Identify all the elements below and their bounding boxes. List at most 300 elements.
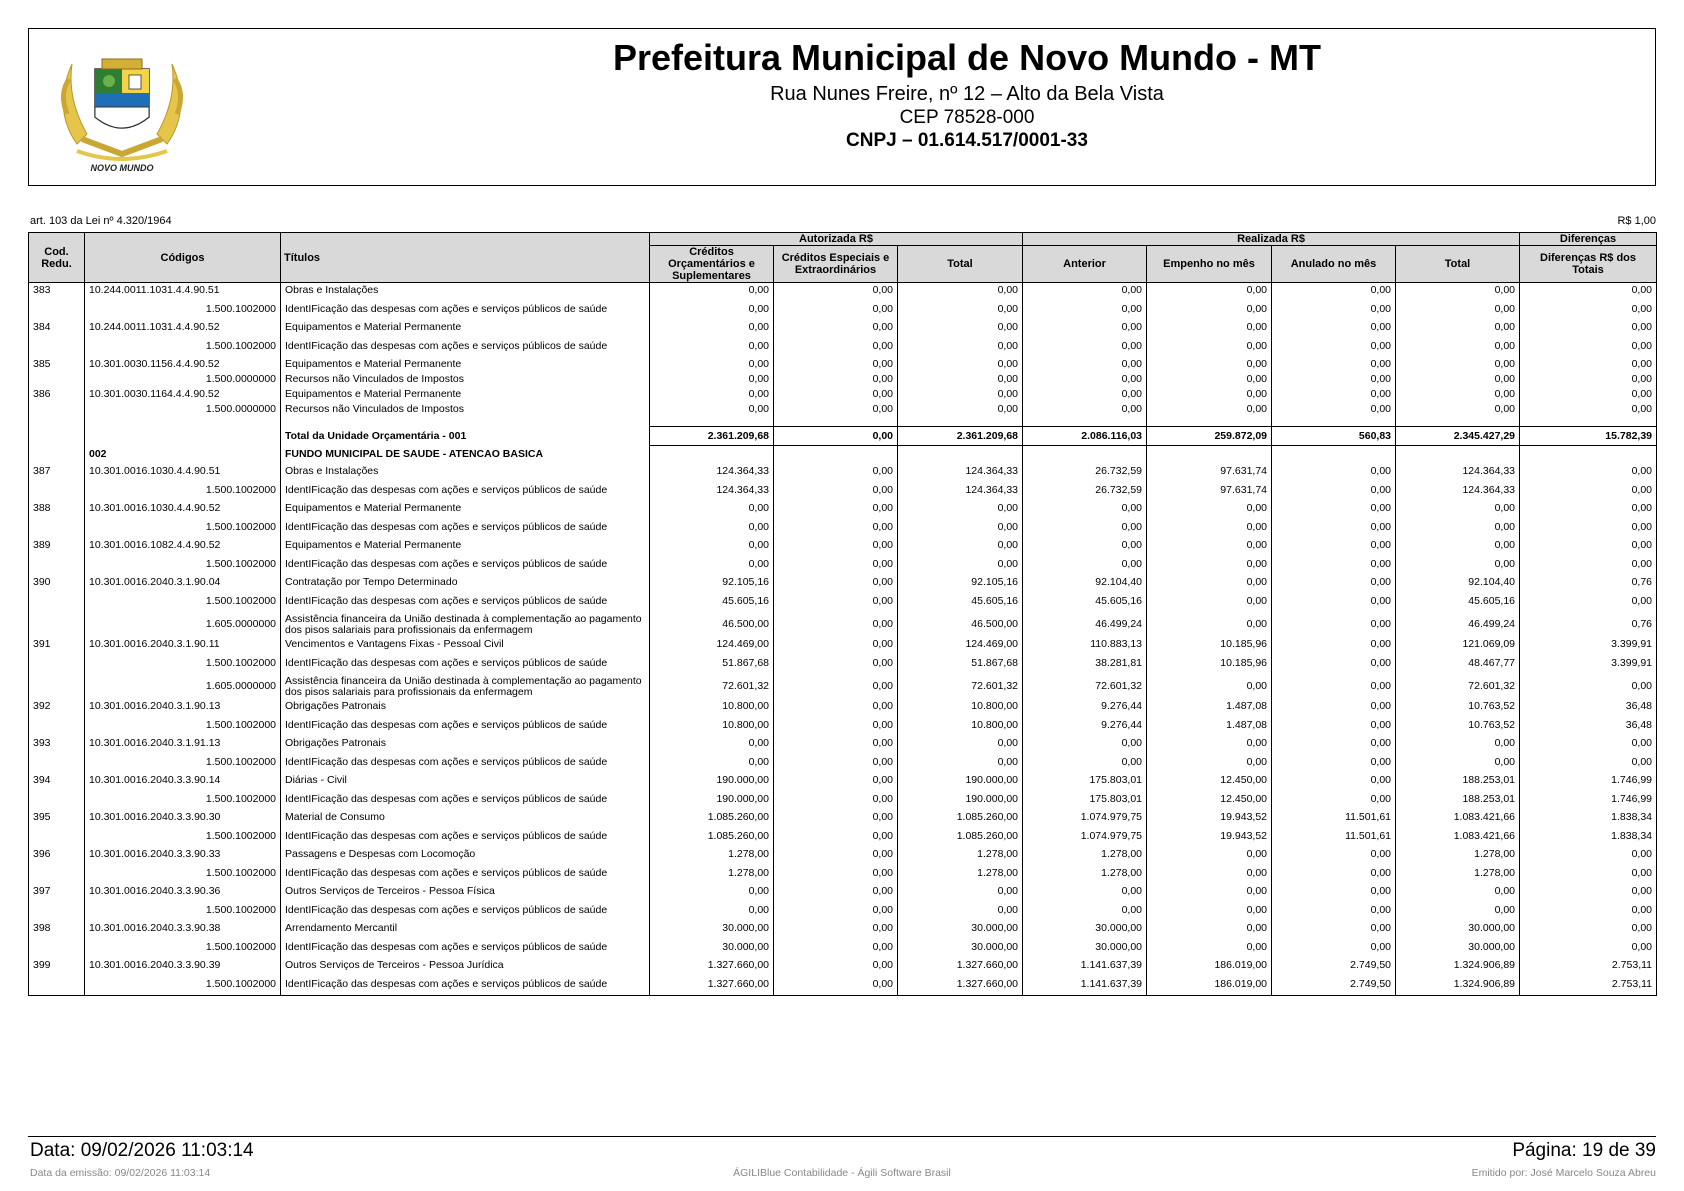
table-row [29, 958, 1657, 973]
cell-value: 0,00 [1147, 674, 1272, 699]
cell-value: 0,00 [1023, 538, 1147, 553]
cell-value: 0,00 [898, 298, 1023, 320]
cell-value: 0,00 [1147, 335, 1272, 357]
cell-value: 190.000,00 [898, 773, 1023, 788]
cell-value: 0,00 [774, 958, 898, 973]
cell-value: 0,00 [774, 899, 898, 921]
cell-value: 1.324.906,89 [1396, 958, 1520, 973]
cell-code: 1.605.0000000 [85, 612, 281, 637]
cell-cod: 388 [29, 501, 85, 516]
cell-value: 2.749,50 [1272, 958, 1396, 973]
cell-value: 0,00 [1147, 736, 1272, 751]
cell-value: 0,00 [898, 372, 1023, 387]
cell-value: 0,00 [650, 501, 774, 516]
table-row [29, 516, 1657, 538]
cell-value: 0,00 [1396, 538, 1520, 553]
cell-code: 1.500.1002000 [85, 788, 281, 810]
col-cod: Cod. Redu. [29, 233, 85, 283]
cell-value: 30.000,00 [1396, 921, 1520, 936]
cell-title: Material de Consumo [281, 810, 650, 825]
cell-value: 2.345.427,29 [1396, 427, 1520, 446]
cell-value: 0,00 [650, 751, 774, 773]
cell-value: 2.749,50 [1272, 973, 1396, 996]
cell-title: Obras e Instalações [281, 464, 650, 479]
table-row [29, 773, 1657, 788]
cell-value: 124.364,33 [650, 479, 774, 501]
cell-code: 1.500.1002000 [85, 751, 281, 773]
cell-value: 72.601,32 [650, 674, 774, 699]
table-row [29, 612, 1657, 637]
cell-title: Equipamentos e Material Permanente [281, 501, 650, 516]
cell-value: 0,00 [1272, 699, 1396, 714]
cell-value: 1.278,00 [898, 862, 1023, 884]
cell-title: Outros Serviços de Terceiros - Pessoa Jurídica [281, 958, 650, 973]
cell-value: 1.278,00 [1023, 847, 1147, 862]
cell-title: IdentIFicação das despesas com ações e serviços públicos de saúde [281, 751, 650, 773]
cell-value: 1.141.637,39 [1023, 958, 1147, 973]
cell-cod: 399 [29, 958, 85, 973]
cell-cod [29, 674, 85, 699]
cell-value: 1.278,00 [898, 847, 1023, 862]
cell-value: 0,00 [774, 699, 898, 714]
cell-value: 124.469,00 [898, 637, 1023, 652]
issued-by: Emitido por: José Marcelo Souza Abreu [1471, 1167, 1656, 1179]
header-cnpj: CNPJ – 01.614.517/0001-33 [846, 130, 1088, 151]
cell-value: 48.467,77 [1396, 652, 1520, 674]
cell-code: 10.301.0016.1030.4.4.90.51 [85, 464, 281, 479]
cell-code: 1.500.1002000 [85, 335, 281, 357]
cell-code: 1.500.1002000 [85, 298, 281, 320]
cell-cod: 385 [29, 357, 85, 372]
group-autorizada: Autorizada R$ [650, 233, 1023, 246]
col-total-aut: Total [898, 246, 1023, 283]
cell-value: 0,00 [1520, 553, 1657, 575]
cell-value: 0,00 [1396, 298, 1520, 320]
header-address: Rua Nunes Freire, nº 12 – Alto da Bela Vista [770, 83, 1164, 105]
cell-value: 0,00 [650, 387, 774, 402]
cell-code: 10.301.0016.2040.3.1.90.13 [85, 699, 281, 714]
cell-title: Equipamentos e Material Permanente [281, 387, 650, 402]
cell-value: 1.278,00 [1396, 847, 1520, 862]
cell-value: 0,00 [1023, 899, 1147, 921]
cell-code: 10.301.0016.2040.3.3.90.38 [85, 921, 281, 936]
emission-date: Data da emissão: 09/02/2026 11:03:14 [30, 1167, 211, 1179]
cell-value: 0,00 [1147, 862, 1272, 884]
cell-value: 0,00 [1147, 516, 1272, 538]
header-cep: CEP 78528-000 [899, 107, 1035, 128]
cell-value [650, 446, 774, 465]
cell-value: 175.803,01 [1023, 773, 1147, 788]
cell-value: 0,00 [774, 921, 898, 936]
cell-value: 0,00 [774, 501, 898, 516]
cell-value: 1.327.660,00 [898, 958, 1023, 973]
cell-value: 10.185,96 [1147, 652, 1272, 674]
cell-value: 0,00 [1520, 402, 1657, 417]
table-row [29, 387, 1657, 402]
cell-value: 0,00 [1396, 899, 1520, 921]
table-row [29, 575, 1657, 590]
currency-unit: R$ 1,00 [1617, 215, 1656, 227]
col-codigos: Códigos [85, 233, 281, 283]
cell-value: 188.253,01 [1396, 788, 1520, 810]
cell-code: 1.500.1002000 [85, 553, 281, 575]
cell-code: 10.301.0016.1082.4.4.90.52 [85, 538, 281, 553]
cell-title: Passagens e Despesas com Locomoção [281, 847, 650, 862]
cell-value: 38.281,81 [1023, 652, 1147, 674]
cell-value: 46.499,24 [1396, 612, 1520, 637]
cell-title: IdentIFicação das despesas com ações e serviços públicos de saúde [281, 516, 650, 538]
cell-value: 0,00 [774, 674, 898, 699]
cell-value: 0,00 [1272, 538, 1396, 553]
cell-value: 0,00 [774, 825, 898, 847]
cell-title: FUNDO MUNICIPAL DE SAUDE - ATENCAO BASICA [281, 446, 650, 465]
cell-title: IdentIFicação das despesas com ações e serviços públicos de saúde [281, 479, 650, 501]
cell-value: 0,00 [650, 335, 774, 357]
table-row [29, 590, 1657, 612]
cell-title: IdentIFicação das despesas com ações e serviços públicos de saúde [281, 936, 650, 958]
cell-code: 10.301.0016.2040.3.3.90.36 [85, 884, 281, 899]
cell-value: 0,00 [1023, 402, 1147, 417]
cell-value: 0,00 [1023, 516, 1147, 538]
cell-value: 0,00 [898, 751, 1023, 773]
cell-value: 92.105,16 [898, 575, 1023, 590]
cell-cod: 389 [29, 538, 85, 553]
table-row [29, 862, 1657, 884]
table-row [29, 674, 1657, 699]
cell-value: 30.000,00 [1023, 936, 1147, 958]
table-row [29, 825, 1657, 847]
cell-title: IdentIFicação das despesas com ações e serviços públicos de saúde [281, 335, 650, 357]
cell-value: 11.501,61 [1272, 825, 1396, 847]
group-realizada: Realizada R$ [1023, 233, 1520, 246]
cell-value: 3.399,91 [1520, 652, 1657, 674]
cell-cod: 396 [29, 847, 85, 862]
cell-value: 0,00 [1272, 372, 1396, 387]
cell-value: 30.000,00 [898, 936, 1023, 958]
cell-value: 0,00 [1520, 736, 1657, 751]
cell-value: 1.327.660,00 [650, 973, 774, 996]
cell-value: 0,00 [1147, 372, 1272, 387]
table-row [29, 884, 1657, 899]
cell-value: 0,00 [1272, 921, 1396, 936]
cell-value: 0,00 [1023, 298, 1147, 320]
cell-value: 1.074.979,75 [1023, 825, 1147, 847]
cell-value: 188.253,01 [1396, 773, 1520, 788]
cell-value: 0,00 [1520, 464, 1657, 479]
cell-value: 0,00 [1147, 501, 1272, 516]
cell-value: 190.000,00 [650, 788, 774, 810]
cell-value: 0,00 [1272, 884, 1396, 899]
cell-value [898, 446, 1023, 465]
cell-cod: 392 [29, 699, 85, 714]
cell-value: 0,00 [1023, 372, 1147, 387]
cell-cod: 391 [29, 637, 85, 652]
cell-value: 0,00 [1272, 387, 1396, 402]
cell-value: 0,00 [1272, 501, 1396, 516]
table-row [29, 714, 1657, 736]
cell-value: 30.000,00 [650, 936, 774, 958]
cell-value: 186.019,00 [1147, 958, 1272, 973]
cell-cod: 383 [29, 283, 85, 299]
cell-code: 10.301.0016.2040.3.1.90.04 [85, 575, 281, 590]
cell-value: 0,00 [1396, 736, 1520, 751]
cell-value: 0,00 [774, 590, 898, 612]
cell-value [774, 446, 898, 465]
cell-value: 26.732,59 [1023, 479, 1147, 501]
cell-value: 1.083.421,66 [1396, 825, 1520, 847]
cell-value: 0,00 [1272, 479, 1396, 501]
cell-value: 0,00 [1272, 320, 1396, 335]
cell-value: 0,00 [650, 538, 774, 553]
cell-title: IdentIFicação das despesas com ações e serviços públicos de saúde [281, 714, 650, 736]
cell-value: 0,00 [1147, 538, 1272, 553]
cell-title: Recursos não Vinculados de Impostos [281, 402, 650, 417]
cell-value: 0,00 [650, 283, 774, 299]
cell-value: 0,00 [1520, 884, 1657, 899]
cell-title: Equipamentos e Material Permanente [281, 320, 650, 335]
cell-value: 0,00 [774, 862, 898, 884]
cell-value: 1.487,08 [1147, 699, 1272, 714]
cell-value: 0,00 [774, 320, 898, 335]
cell-value: 175.803,01 [1023, 788, 1147, 810]
cell-title: Assistência financeira da União destinada à complementação ao pagamento dos pisos salariais para profissionais da enfermagem [281, 674, 650, 699]
cell-value: 1.085.260,00 [898, 825, 1023, 847]
cell-value: 110.883,13 [1023, 637, 1147, 652]
cell-value: 121.069,09 [1396, 637, 1520, 652]
cell-value: 0,00 [898, 357, 1023, 372]
cell-value: 124.364,33 [1396, 479, 1520, 501]
cell-code: 10.301.0016.2040.3.3.90.39 [85, 958, 281, 973]
table-body [29, 283, 1657, 996]
cell-value: 0,00 [1396, 387, 1520, 402]
cell-value: 30.000,00 [650, 921, 774, 936]
cell-value: 0,00 [1272, 553, 1396, 575]
cell-cod [29, 973, 85, 996]
cell-value: 45.605,16 [1023, 590, 1147, 612]
cell-value: 0,00 [1147, 921, 1272, 936]
cell-value: 0,00 [1147, 387, 1272, 402]
cell-value: 0,00 [1147, 612, 1272, 637]
cell-value: 0,00 [1272, 575, 1396, 590]
cell-value: 0,00 [1396, 372, 1520, 387]
spacer-row [29, 417, 1657, 427]
cell-cod [29, 936, 85, 958]
cell-code: 10.301.0016.2040.3.1.90.11 [85, 637, 281, 652]
cell-cod [29, 825, 85, 847]
cell-value: 0,00 [774, 402, 898, 417]
cell-value: 1.746,99 [1520, 788, 1657, 810]
cell-value: 0,00 [1023, 751, 1147, 773]
cell-value: 1.487,08 [1147, 714, 1272, 736]
cell-code: 10.301.0016.2040.3.3.90.33 [85, 847, 281, 862]
cell-cod [29, 553, 85, 575]
col-anulado: Anulado no mês [1272, 246, 1396, 283]
cell-value: 0,00 [1520, 751, 1657, 773]
cell-value: 36,48 [1520, 699, 1657, 714]
table-row [29, 372, 1657, 387]
cell-value: 0,00 [1396, 553, 1520, 575]
cell-value: 0,00 [1520, 590, 1657, 612]
cell-value: 10.800,00 [898, 699, 1023, 714]
cell-cod: 394 [29, 773, 85, 788]
cell-value: 15.782,39 [1520, 427, 1657, 446]
cell-code: 10.301.0016.1030.4.4.90.52 [85, 501, 281, 516]
cell-title: IdentIFicação das despesas com ações e serviços públicos de saúde [281, 825, 650, 847]
cell-title: Obras e Instalações [281, 283, 650, 299]
footer-divider [28, 1136, 1656, 1137]
cell-value: 0,00 [650, 553, 774, 575]
table-row [29, 464, 1657, 479]
cell-value: 3.399,91 [1520, 637, 1657, 652]
cell-value: 0,00 [1272, 714, 1396, 736]
cell-value: 0,00 [1023, 884, 1147, 899]
cell-value: 124.469,00 [650, 637, 774, 652]
cell-title: IdentIFicação das despesas com ações e serviços públicos de saúde [281, 899, 650, 921]
cell-value: 0,00 [774, 516, 898, 538]
cell-value: 1.278,00 [650, 847, 774, 862]
cell-value: 0,00 [1520, 674, 1657, 699]
cell-value: 10.800,00 [650, 699, 774, 714]
cell-value: 0,00 [1396, 501, 1520, 516]
cell-value: 0,00 [1396, 320, 1520, 335]
cell-value: 124.364,33 [1396, 464, 1520, 479]
cell-cod [29, 335, 85, 357]
cell-value: 0,00 [898, 387, 1023, 402]
cell-value: 0,00 [1272, 674, 1396, 699]
cell-cod [29, 751, 85, 773]
cell-value: 0,00 [1147, 899, 1272, 921]
cell-value: 0,00 [1396, 751, 1520, 773]
cell-value: 0,00 [1272, 773, 1396, 788]
cell-value: 10.763,52 [1396, 714, 1520, 736]
cell-cod: 393 [29, 736, 85, 751]
cell-value: 45.605,16 [650, 590, 774, 612]
cell-value: 0,00 [1520, 847, 1657, 862]
cell-value: 0,00 [1520, 298, 1657, 320]
cell-value: 0,00 [1396, 884, 1520, 899]
cell-value: 0,00 [1272, 298, 1396, 320]
cell-value: 0,00 [898, 538, 1023, 553]
budget-table [28, 232, 1657, 996]
cell-value: 0,00 [1023, 320, 1147, 335]
cell-value: 560,83 [1272, 427, 1396, 446]
cell-code: 1.500.1002000 [85, 590, 281, 612]
cell-value: 0,00 [774, 810, 898, 825]
cell-value: 1.327.660,00 [898, 973, 1023, 996]
table-row [29, 899, 1657, 921]
cell-value: 0,00 [1520, 501, 1657, 516]
cell-value: 11.501,61 [1272, 810, 1396, 825]
cell-value: 0,00 [774, 479, 898, 501]
table-row [29, 298, 1657, 320]
cell-value: 46.499,24 [1023, 612, 1147, 637]
cell-value: 0,00 [774, 372, 898, 387]
cell-value: 10.800,00 [650, 714, 774, 736]
cell-cod [29, 899, 85, 921]
cell-value: 92.104,40 [1396, 575, 1520, 590]
cell-value: 0,00 [1520, 538, 1657, 553]
cell-code: 10.244.0011.1031.4.4.90.52 [85, 320, 281, 335]
cell-value: 0,00 [1520, 862, 1657, 884]
cell-cod: 398 [29, 921, 85, 936]
cell-code: 10.301.0030.1164.4.4.90.52 [85, 387, 281, 402]
cell-value: 0,00 [1272, 652, 1396, 674]
report-header [28, 28, 1656, 186]
cell-code: 1.500.1002000 [85, 973, 281, 996]
cell-value: 0,76 [1520, 575, 1657, 590]
cell-value: 10.763,52 [1396, 699, 1520, 714]
cell-code [85, 427, 281, 446]
cell-value [1520, 446, 1657, 465]
cell-value [1147, 446, 1272, 465]
cell-value: 0,00 [1147, 298, 1272, 320]
cell-value: 0,00 [650, 884, 774, 899]
cell-value: 46.500,00 [898, 612, 1023, 637]
cell-cod: 397 [29, 884, 85, 899]
cell-value: 124.364,33 [898, 464, 1023, 479]
cell-value: 45.605,16 [898, 590, 1023, 612]
cell-value: 1.278,00 [1396, 862, 1520, 884]
cell-value: 51.867,68 [650, 652, 774, 674]
cell-code: 1.500.0000000 [85, 372, 281, 387]
cell-value: 0,00 [650, 357, 774, 372]
cell-value: 9.276,44 [1023, 714, 1147, 736]
cell-value: 0,00 [1520, 899, 1657, 921]
unit-heading-row [29, 446, 1657, 465]
cell-cod [29, 590, 85, 612]
cell-value: 10.185,96 [1147, 637, 1272, 652]
cell-value: 0,00 [1272, 899, 1396, 921]
cell-value: 0,00 [898, 283, 1023, 299]
law-reference: art. 103 da Lei nº 4.320/1964 [30, 215, 172, 227]
software-credit: ÁGILIBlue Contabilidade - Ágili Software Brasil [733, 1167, 951, 1179]
cell-value: 0,00 [898, 516, 1023, 538]
cell-value: 0,00 [1023, 736, 1147, 751]
cell-title: Equipamentos e Material Permanente [281, 538, 650, 553]
cell-value: 0,00 [774, 884, 898, 899]
cell-title: IdentIFicação das despesas com ações e serviços públicos de saúde [281, 973, 650, 996]
cell-value: 0,00 [1520, 479, 1657, 501]
cell-value: 0,00 [1396, 402, 1520, 417]
cell-value: 1.324.906,89 [1396, 973, 1520, 996]
cell-code: 1.500.1002000 [85, 516, 281, 538]
table-row [29, 736, 1657, 751]
cell-value: 0,00 [774, 538, 898, 553]
cell-value: 2.086.116,03 [1023, 427, 1147, 446]
cell-value: 1.074.979,75 [1023, 810, 1147, 825]
cell-value: 0,00 [1520, 335, 1657, 357]
cell-cod [29, 516, 85, 538]
table-row [29, 553, 1657, 575]
cell-value: 26.732,59 [1023, 464, 1147, 479]
cell-value: 1.085.260,00 [650, 825, 774, 847]
cell-value: 0,00 [774, 652, 898, 674]
cell-cod: 387 [29, 464, 85, 479]
cell-value: 0,00 [1272, 357, 1396, 372]
col-cred-orc: Créditos Orçamentários e Suplementares [650, 246, 774, 283]
cell-value: 0,00 [774, 357, 898, 372]
cell-value: 0,00 [1272, 402, 1396, 417]
cell-cod [29, 402, 85, 417]
cell-title: Assistência financeira da União destinada à complementação ao pagamento dos pisos salariais para profissionais da enfermagem [281, 612, 650, 637]
cell-code: 1.500.0000000 [85, 402, 281, 417]
cell-value: 0,00 [1272, 862, 1396, 884]
cell-value: 2.753,11 [1520, 973, 1657, 996]
cell-code: 10.301.0030.1156.4.4.90.52 [85, 357, 281, 372]
cell-value: 259.872,09 [1147, 427, 1272, 446]
cell-code: 1.500.1002000 [85, 862, 281, 884]
cell-value: 0,00 [650, 372, 774, 387]
